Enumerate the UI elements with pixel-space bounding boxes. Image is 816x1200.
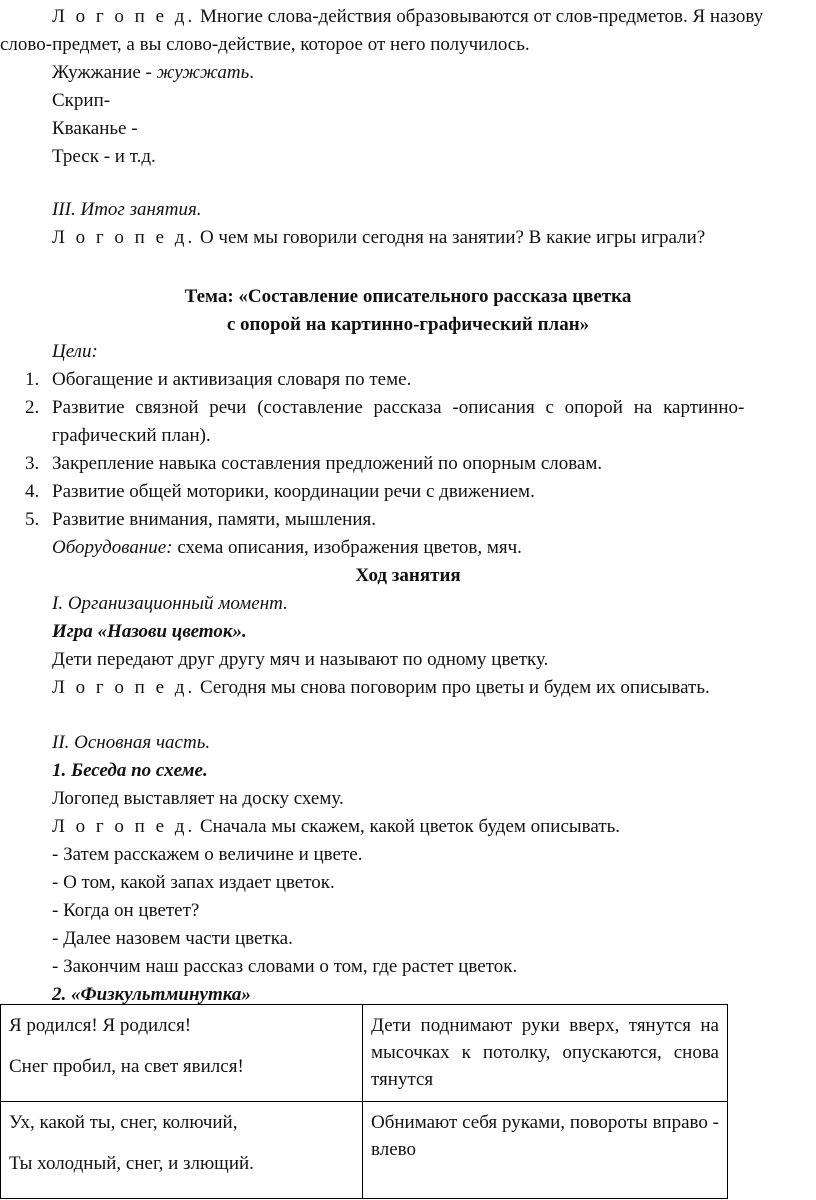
summary-text: О чем мы говорили сегодня на занятии? В какие игры играли? <box>195 227 706 248</box>
verse-cell <box>1 1102 363 1199</box>
equipment-text: схема описания, изображения цветов, мяч. <box>172 537 522 558</box>
part-2-heading: II. Основная часть. <box>52 732 211 753</box>
goal-text: Развитие общей моторики, координации речи с движением. <box>52 481 535 502</box>
intro-paragraph-line2: слово-предмет, а вы слово-действие, которое от него получилось. <box>0 34 530 55</box>
fizminutka-title: 2. «Физкультминутка» <box>52 984 251 1005</box>
talk-title: 1. Беседа по схеме. <box>52 760 208 781</box>
logoped-text: Сначала мы скажем, какой цветок будем описывать. <box>195 816 621 837</box>
goal-text: Развитие внимания, памяти, мышления. <box>52 509 377 530</box>
summary-heading: III. Итог занятия. <box>52 199 202 220</box>
action-cell: Обнимают себя руками, повороты вправо - влево <box>363 1102 728 1199</box>
goal-number: 1. <box>25 369 40 390</box>
goal-text: Закрепление навыка составления предложений по опорным словам. <box>52 453 603 474</box>
course-heading: Ход занятия <box>355 565 461 586</box>
step-item: - Закончим наш рассказ словами о том, где растет цветок. <box>52 956 518 977</box>
verse-line: Ух, какой ты, снег, колючий, <box>9 1112 238 1133</box>
word-pair-2: Скрип- <box>52 90 111 111</box>
step-item: - Далее назовем части цветка. <box>52 928 293 949</box>
goals-label: Цели: <box>52 341 98 362</box>
word-pair-3: Кваканье - <box>52 118 138 139</box>
logoped-line-2 <box>52 815 816 839</box>
speaker-label: Л о г о п е д. <box>52 6 196 27</box>
goal-text-continued: графический план). <box>52 425 211 446</box>
equipment-line <box>52 536 816 560</box>
fizminutka-table <box>0 1004 728 1199</box>
game-description: Дети передают друг другу мяч и называют по одному цветку. <box>52 649 549 670</box>
verse-line: Снег пробил, на свет явился! <box>9 1056 244 1077</box>
speaker-label: Л о г о п е д. <box>52 677 196 698</box>
table-row <box>1 1005 728 1102</box>
intro-text: Многие слова-действия образовываются от слов-предметов. Я назову <box>195 6 764 27</box>
action-cell: Дети поднимают руки вверх, тянутся на мысочках к потолку, опускаются, снова тянутся <box>363 1005 728 1102</box>
verse-cell <box>1 1005 363 1102</box>
word-pair-1 <box>52 61 816 85</box>
verb: жужжать <box>156 62 250 83</box>
intro-paragraph-line1 <box>52 5 816 29</box>
step-item: - Затем расскажем о величине и цвете. <box>52 844 363 865</box>
verse-line: Ты холодный, снег, и злющий. <box>9 1153 254 1174</box>
goal-number: 4. <box>25 481 40 502</box>
talk-intro: Логопед выставляет на доску схему. <box>52 788 344 809</box>
goal-number: 3. <box>25 453 40 474</box>
theme-title-line2: с опорой на картинно-графический план» <box>226 314 590 335</box>
goal-text: Развитие связной речи (составление рассказа -описания с опорой на картинно- <box>52 397 745 418</box>
logoped-text: Сегодня мы снова поговорим про цветы и будем их описывать. <box>195 677 710 698</box>
equipment-label: Оборудование: <box>52 537 173 558</box>
part-1-heading: I. Организационный момент. <box>52 593 288 614</box>
step-item: - О том, какой запах издает цветок. <box>52 872 335 893</box>
step-item: - Когда он цветет? <box>52 900 200 921</box>
goal-number: 2. <box>25 397 40 418</box>
theme-title-line1: Тема: «Составление описательного рассказа цветка <box>184 286 632 307</box>
table-row <box>1 1102 728 1199</box>
logoped-line-1 <box>52 676 816 700</box>
goal-text: Обогащение и активизация словаря по теме. <box>52 369 412 390</box>
verse-line: Я родился! Я родился! <box>9 1015 192 1036</box>
punct: . <box>249 62 254 83</box>
speaker-label: Л о г о п е д. <box>52 816 196 837</box>
game-title: Игра «Назови цветок». <box>52 621 247 642</box>
word-pair-4: Треск - и т.д. <box>52 146 156 167</box>
speaker-label: Л о г о п е д. <box>52 227 196 248</box>
summary-line <box>52 226 816 250</box>
goal-number: 5. <box>25 509 40 530</box>
noun: Жужжание - <box>52 62 157 83</box>
